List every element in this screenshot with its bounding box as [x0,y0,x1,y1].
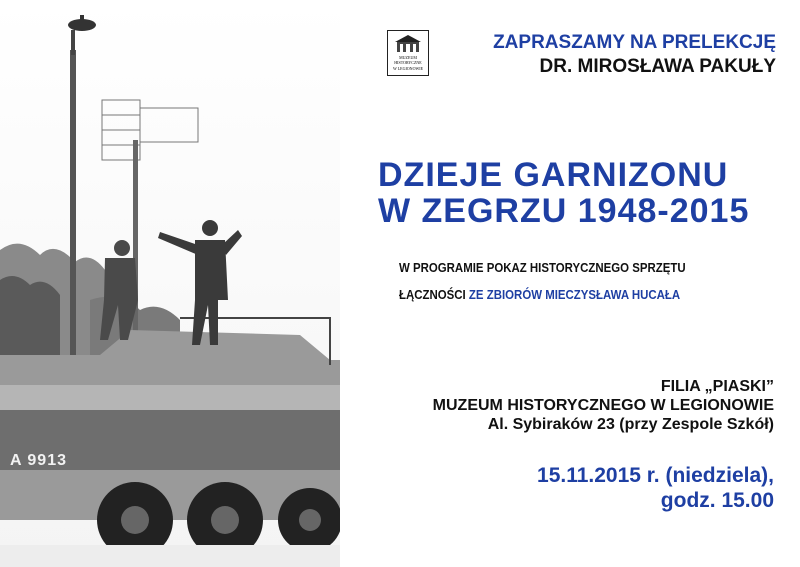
museum-building-icon [394,34,422,54]
venue-branch: FILIA „PIASKI” [660,378,774,395]
program-line-2-blue: ZE ZBIORÓW MIECZYSŁAWA HUCAŁA [468,287,681,302]
speaker-name: DR. MIROSŁAWA PAKUŁY [539,56,776,77]
venue-museum: MUZEUM HISTORYCZNEGO W LEGIONOWIE [432,397,774,414]
program-line-1: W PROGRAMIE POKAZ HISTORYCZNEGO SPRZĘTU [399,260,686,275]
title-line-2: W ZEGRZU 1948-2015 [378,192,750,230]
vehicle-plate: A 9913 [10,452,67,469]
event-time: godz. 15.00 [660,489,774,512]
title-line-1: DZIEJE GARNIZONU [378,156,729,194]
event-date: 15.11.2015 r. (niedziela), [537,464,774,487]
museum-logo [387,30,429,76]
venue-address: Al. Sybiraków 23 (przy Zespole Szkół) [487,416,774,433]
program-line-2 [399,287,680,302]
logo-line-2: HISTORYCZNE [394,60,422,65]
invite-heading: ZAPRASZAMY NA PRELEKCJĘ [493,32,776,53]
program-line-2-black: ŁĄCZNOŚCI [399,287,466,302]
military-vehicle-photo [0,0,340,567]
logo-line-1: MUZEUM [399,55,417,60]
logo-line-3: W LEGIONOWIE [392,66,424,71]
